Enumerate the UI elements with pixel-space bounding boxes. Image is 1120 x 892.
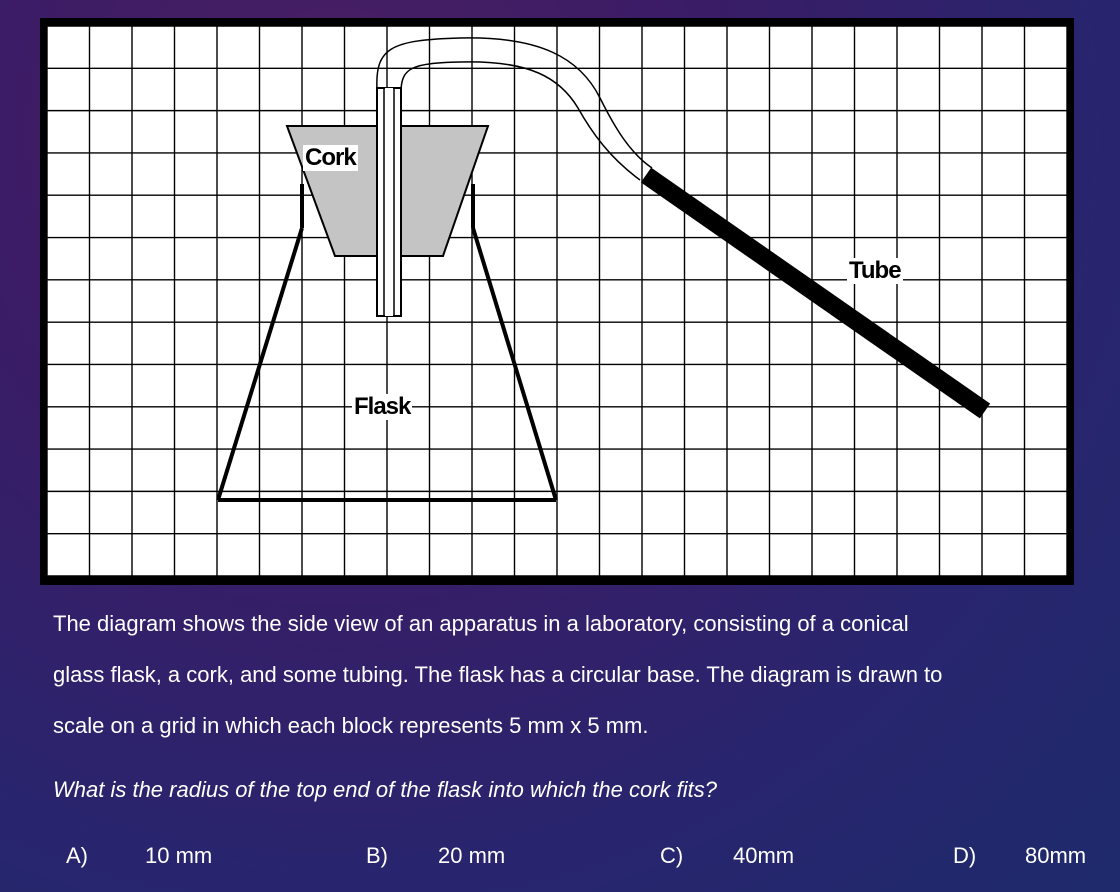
option-a-letter[interactable]: A): [66, 843, 88, 868]
question-line-1: The diagram shows the side view of an apparatus in a laboratory, consisting of a conical: [53, 611, 909, 636]
question-line-2: glass flask, a cork, and some tubing. The flask has a circular base. The diagram is drawn to: [53, 662, 943, 687]
option-c-letter[interactable]: C): [660, 843, 684, 868]
cork-label: Cork: [305, 144, 356, 171]
tube-label: Tube: [849, 257, 901, 284]
diagram-frame: [40, 18, 1074, 585]
option-b-letter[interactable]: B): [366, 843, 388, 868]
option-a-value[interactable]: 10 mm: [145, 843, 213, 868]
flask-label: Flask: [354, 393, 411, 420]
option-c-value[interactable]: 40mm: [733, 843, 795, 868]
apparatus-diagram: [40, 18, 1074, 585]
question-prompt: What is the radius of the top end of the flask into which the cork fits?: [53, 777, 718, 802]
option-b-value[interactable]: 20 mm: [438, 843, 506, 868]
option-d-value[interactable]: 80mm: [1025, 843, 1087, 868]
question-line-3: scale on a grid in which each block represents 5 mm x 5 mm.: [53, 713, 649, 738]
option-d-letter[interactable]: D): [953, 843, 977, 868]
